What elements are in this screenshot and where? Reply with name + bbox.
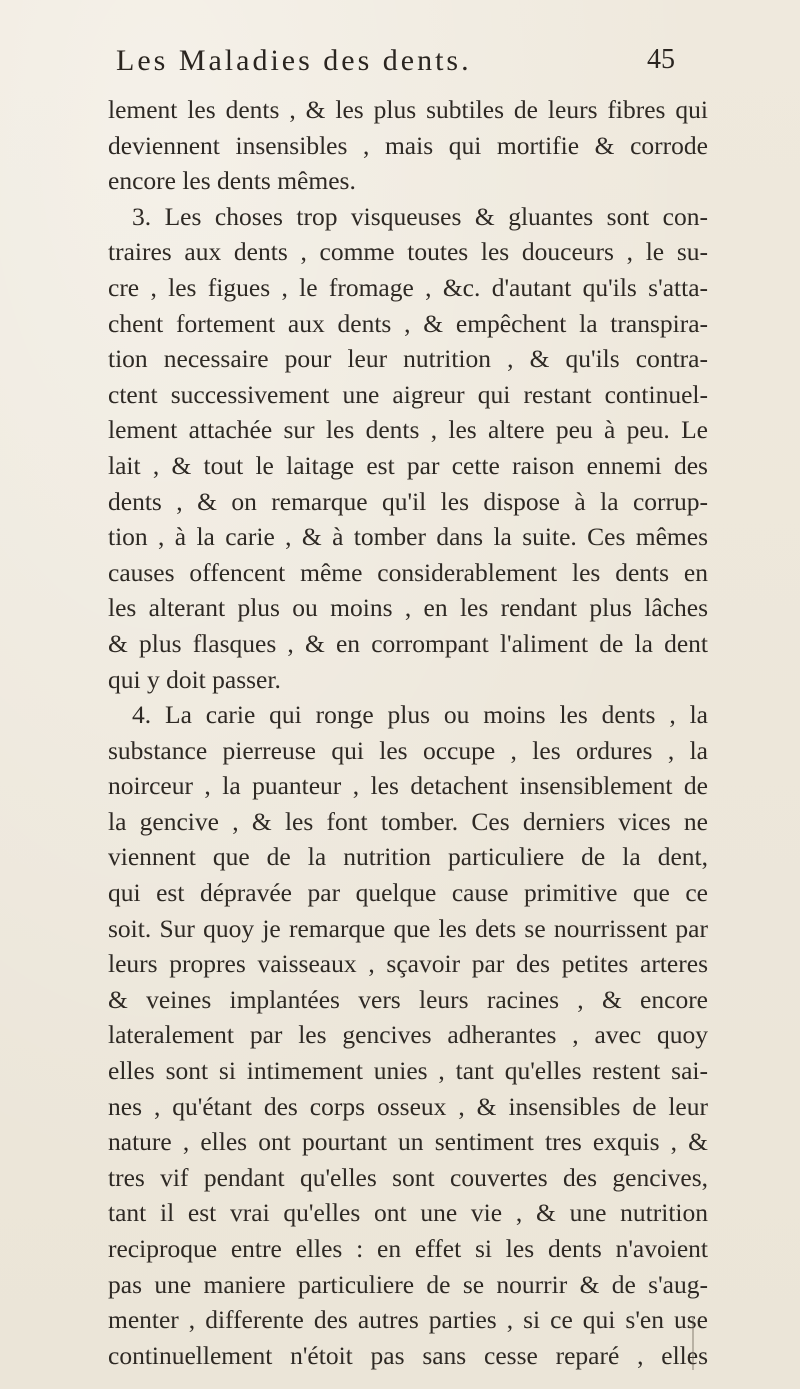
text-line: pas une maniere particuliere de se nourrir & de s'aug- (108, 1269, 708, 1299)
margin-ink-mark (692, 1318, 694, 1370)
paragraph-3-start: 3. Les choses trop visqueuses & gluantes sont con- (132, 201, 708, 231)
text-line: leurs propres vaisseaux , sçavoir par des petites arteres (108, 949, 708, 979)
text-line: & veines implantées vers leurs racines , & encore (108, 984, 708, 1014)
text-line: deviennent insensibles , mais qui mortifie & corrode (108, 130, 708, 160)
text-line: cre , les figues , le fromage , &c. d'autant qu'ils s'atta- (108, 272, 708, 302)
running-head (0, 44, 800, 84)
text-line: qui y doit passer. (108, 664, 281, 694)
text-line: nature , elles ont pourtant un sentiment tres exquis , & (108, 1127, 708, 1157)
text-line: nes , qu'étant des corps osseux , & insensibles de leur (108, 1091, 708, 1121)
text-line: soit. Sur quoy je remarque que les dets se nourrissent par (108, 913, 708, 943)
text-line: reciproque entre elles : en effet si les dents n'avoient (108, 1234, 708, 1263)
text-line: la gencive , & les font tomber. Ces derniers vices ne (108, 806, 708, 836)
body-text (108, 92, 708, 1373)
text-line: lement les dents , & les plus subtiles de leurs fibres qui (108, 95, 708, 124)
text-line: encore les dents mêmes. (108, 166, 356, 196)
text-line: lait , & tout le laitage est par cette raison ennemi des (108, 450, 708, 480)
text-line: menter , differente des autres parties , si ce qui s'en use (108, 1305, 708, 1335)
running-title: Les Maladies des dents. (116, 44, 472, 77)
text-line: lement attachée sur les dents , les altere peu à peu. Le (108, 415, 708, 445)
page-number: 45 (647, 44, 675, 75)
text-line: chent fortement aux dents , & empêchent la transpira- (108, 308, 708, 338)
text-line: causes offencent même considerablement les dents en (108, 557, 708, 587)
text-line: traires aux dents , comme toutes les douceurs , le su- (108, 237, 708, 267)
text-line: qui est dépravée par quelque cause primitive que ce (108, 878, 708, 908)
text-line: tion necessaire pour leur nutrition , & qu'ils contra- (108, 344, 708, 374)
text-line: tant il est vrai qu'elles ont une vie , & une nutrition (108, 1198, 708, 1228)
text-line: les alterant plus ou moins , en les rendant plus lâches (108, 593, 708, 623)
text-line: continuellement n'étoit pas sans cesse reparé , elles (108, 1340, 708, 1370)
paragraph-4-start: 4. La carie qui ronge plus ou moins les dents , la (132, 700, 708, 730)
text-line: lateralement par les gencives adherantes , avec quoy (108, 1020, 708, 1050)
text-line: substance pierreuse qui les occupe , les ordures , la (108, 735, 708, 765)
text-line: ctent successivement une aigreur qui restant continuel- (108, 379, 708, 409)
text-line: tres vif pendant qu'elles sont couvertes des gencives, (108, 1162, 708, 1192)
text-line: elles sont si intimement unies , tant qu'elles restent sai- (108, 1056, 708, 1086)
text-line: viennent que de la nutrition particuliere de la dent, (108, 842, 708, 872)
text-line: tion , à la carie , & à tomber dans la suite. Ces mêmes (108, 522, 708, 552)
text-line: dents , & on remarque qu'il les dispose à la corrup- (108, 486, 708, 516)
text-line: noirceur , la puanteur , les detachent insensiblement de (108, 771, 708, 801)
text-line: & plus flasques , & en corrompant l'aliment de la dent (108, 628, 708, 658)
